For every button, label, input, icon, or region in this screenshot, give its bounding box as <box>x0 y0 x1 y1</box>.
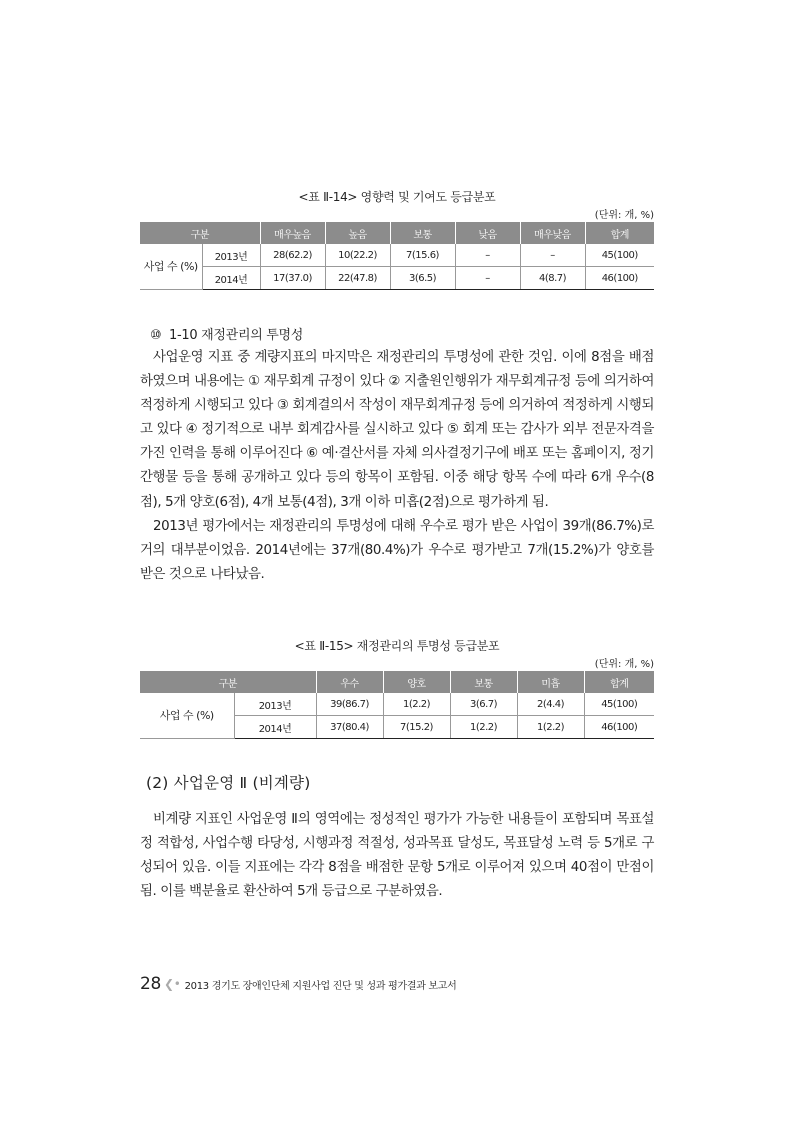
table15-row-label: 사업 수 (%) <box>140 693 234 739</box>
chevron-left-icon: ❮• <box>164 977 181 991</box>
table15 <box>140 671 654 739</box>
subsection-heading <box>150 324 303 343</box>
table-cell: 3(6.7) <box>450 693 517 716</box>
table-cell: 28(62.2) <box>260 244 325 267</box>
table14-header: 합계 <box>585 222 654 244</box>
table15-header: 보통 <box>450 671 517 693</box>
table14-header: 높음 <box>325 222 390 244</box>
page-number: 28 <box>140 974 162 994</box>
table-cell: – <box>455 244 520 267</box>
paragraph: 2013년 평가에서는 재정관리의 투명성에 대해 우수로 평가 받은 사업이 39개(86.7%)로 거의 대부분이었음. 2014년에는 37개(80.4%)가 우수로 평가받고 7개(15.2%)가 양호를 받은 것으로 나타났음. <box>140 518 654 582</box>
table-cell: 2014년 <box>202 267 260 290</box>
table-cell: 39(86.7) <box>316 693 383 716</box>
page-footer <box>140 974 457 994</box>
table-cell: 46(100) <box>584 716 654 739</box>
table-cell: 4(8.7) <box>520 267 585 290</box>
table-cell: 7(15.2) <box>383 716 450 739</box>
table-cell: 2(4.4) <box>517 693 584 716</box>
table-cell: 45(100) <box>585 244 654 267</box>
table-row <box>140 267 654 290</box>
table14-caption: <표 Ⅱ-14> 영향력 및 기여도 등급분포 <box>298 190 496 204</box>
table14-header: 매우낮음 <box>520 222 585 244</box>
table15-header: 미흡 <box>517 671 584 693</box>
table-cell: 2014년 <box>234 716 316 739</box>
table14-header: 매우높음 <box>260 222 325 244</box>
table15-header: 구분 <box>140 671 316 693</box>
table-cell: 3(6.5) <box>390 267 455 290</box>
table14-header: 보통 <box>390 222 455 244</box>
body-text-2 <box>140 808 654 904</box>
section-heading: (2) 사업운영 Ⅱ (비계량) <box>146 774 311 792</box>
table-cell: 1(2.2) <box>450 716 517 739</box>
table15-header-row <box>140 671 654 693</box>
table-row <box>140 244 654 267</box>
table-cell: 46(100) <box>585 267 654 290</box>
table14-header: 구분 <box>140 222 260 244</box>
table15-header: 합계 <box>584 671 654 693</box>
table-cell: 1(2.2) <box>383 693 450 716</box>
paragraph: 사업운영 지표 중 계량지표의 마지막은 재정관리의 투명성에 관한 것임. 이에 8점을 배점하였으며 내용에는 ① 재무회계 규정이 있다 ② 지출원인행위가 재무회계규정 등에 의거하여 적정하게 시행되고 있다 ③ 회계결의서 작성이 재무회계규정 등에 의거하여 적정하게 시행되고 있다 ④ 정기적으로 내부 회계감사를 실시하고 있다 ⑤ 회계 또는 감사가 외부 전문자격을 가진 인력을 통해 이루어진다 ⑥ 예·결산서를 자체 의사결정기구에 배포 또는 홈페이지, 정기간행물 등을 통해 공개하고 있다 등의 항목이 포함됨. 이중 해당 항목 수에 따라 6개 우수(8점), 5개 양호(6점), 4개 보통(4점), 3개 이하 미흡(2점)으로 평가하게 됨. <box>140 350 654 510</box>
table15-unit: (단위: 개, %) <box>594 659 654 670</box>
table14-header-row <box>140 222 654 244</box>
table-cell: 2013년 <box>202 244 260 267</box>
table-cell: 2013년 <box>234 693 316 716</box>
table-cell: 7(15.6) <box>390 244 455 267</box>
paragraph: 비계량 지표인 사업운영 Ⅱ의 영역에는 정성적인 평가가 가능한 내용들이 포함되며 목표설정 적합성, 사업수행 타당성, 시행과정 적절성, 성과목표 달성도, 목표달성 노력 등 5개로 구성되어 있음. 이들 지표에는 각각 8점을 배점한 문항 5개로 이루어져 있으며 40점이 만점이 됨. 이를 백분율로 환산하여 5개 등급으로 구분하였음. <box>140 812 654 900</box>
subsection-number: ⑩ <box>150 328 162 343</box>
table14-unit: (단위: 개, %) <box>594 210 654 221</box>
table14 <box>140 222 654 290</box>
table15-header: 우수 <box>316 671 383 693</box>
body-text-1 <box>140 346 654 587</box>
table-cell: 1(2.2) <box>517 716 584 739</box>
table14-row-label: 사업 수 (%) <box>140 244 202 290</box>
footer-title: 2013 경기도 장애인단체 지원사업 진단 및 성과 평가결과 보고서 <box>184 980 457 992</box>
table-cell: 37(80.4) <box>316 716 383 739</box>
table15-caption: <표 Ⅱ-15> 재정관리의 투명성 등급분포 <box>294 639 500 653</box>
table-cell: 45(100) <box>584 693 654 716</box>
table-cell: – <box>455 267 520 290</box>
table-cell: 17(37.0) <box>260 267 325 290</box>
table14-header: 낮음 <box>455 222 520 244</box>
table-row <box>140 693 654 716</box>
table-cell: 22(47.8) <box>325 267 390 290</box>
subsection-title: 1-10 재정관리의 투명성 <box>169 328 304 343</box>
table-cell: 10(22.2) <box>325 244 390 267</box>
table15-header: 양호 <box>383 671 450 693</box>
table-cell: – <box>520 244 585 267</box>
